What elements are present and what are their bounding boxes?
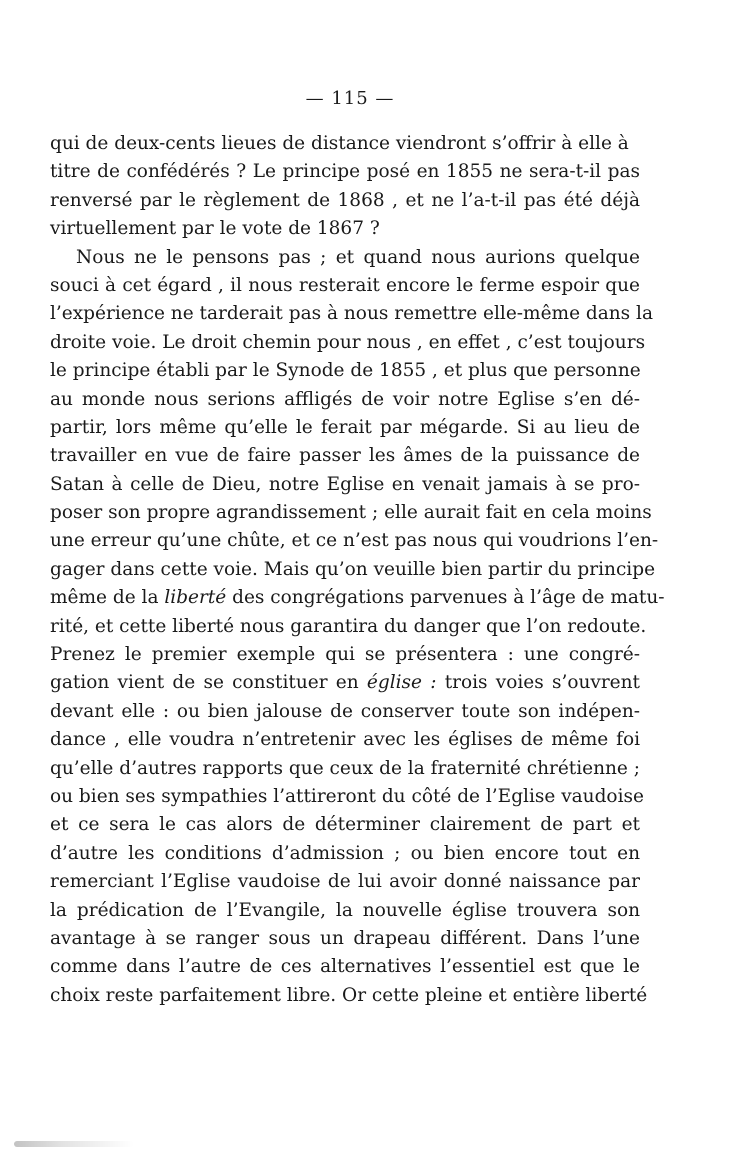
body-text	[50, 130, 665, 1010]
text-segment: gation vient de se constituer en	[50, 672, 367, 694]
text-line: gager dans cette voie. Mais qu’on veuille bien partir du principe	[50, 558, 656, 580]
italic-word: liberté	[164, 587, 227, 609]
text-line: choix reste parfaitement libre. Or cette pleine et entière liberté	[50, 984, 648, 1006]
text-line	[50, 584, 665, 612]
page-number: — 115 —	[305, 88, 395, 109]
text-line: partir, lors même qu’elle le ferait par mégarde. Si au lieu de	[50, 416, 640, 438]
text-line: devant elle : ou bien jalouse de conserver toute son indépen-	[50, 700, 640, 722]
text-line: virtuellement par le vote de 1867 ?	[50, 218, 380, 240]
text-line: titre de confédérés ? Le principe posé en 1855 ne sera-t-il pas	[50, 161, 640, 183]
text-line: Satan à celle de Dieu, notre Eglise en venait jamais à se pro-	[50, 473, 640, 495]
text-line: et ce sera le cas alors de déterminer clairement de part et	[50, 814, 640, 836]
italic-word: église :	[366, 672, 437, 694]
text-line: d’autre les conditions d’admission ; ou bien encore tout en	[50, 842, 640, 864]
text-line	[50, 669, 640, 697]
scan-smudge	[14, 1141, 134, 1147]
text-line: Nous ne le pensons pas ; et quand nous aurions quelque	[76, 246, 640, 268]
text-line: avantage à se ranger sous un drapeau différent. Dans l’une	[50, 927, 640, 949]
text-line: poser son propre agrandissement ; elle aurait fait en cela moins	[50, 502, 652, 524]
text-line: remerciant l’Eglise vaudoise de lui avoir donné naissance par	[50, 871, 640, 893]
text-segment: trois voies s’ouvrent	[436, 672, 640, 694]
text-line: qui de deux-cents lieues de distance viendront s’offrir à elle à	[50, 133, 629, 154]
text-line: le principe établi par le Synode de 1855 , et plus que personne	[50, 360, 641, 382]
text-line: renversé par le règlement de 1868 , et ne l’a-t-il pas été déjà	[50, 189, 640, 211]
text-line: ou bien ses sympathies l’attireront du côté de l’Eglise vaudoise	[50, 785, 644, 807]
text-line: travailler en vue de faire passer les âmes de la puissance de	[50, 445, 640, 467]
text-segment: même de la	[50, 587, 165, 609]
text-line: Prenez le premier exemple qui se présentera : une congré-	[50, 644, 640, 666]
text-line: dance , elle voudra n’entretenir avec les églises de même foi	[50, 729, 640, 751]
text-line: qu’elle d’autres rapports que ceux de la fraternité chrétienne ;	[50, 757, 640, 779]
text-line: au monde nous serions affligés de voir notre Eglise s’en dé-	[50, 388, 640, 410]
text-line: l’expérience ne tarderait pas à nous remettre elle-même dans la	[50, 303, 654, 325]
text-line: une erreur qu’une chûte, et ce n’est pas nous qui voudrions l’en-	[50, 530, 659, 552]
text-segment: des congrégations parvenues à l’âge de matu-	[226, 587, 665, 609]
text-line: droite voie. Le droit chemin pour nous , en effet , c’est toujours	[50, 331, 646, 353]
text-line: la prédication de l’Evangile, la nouvelle église trouvera son	[50, 899, 640, 921]
text-line: souci à cet égard , il nous resterait encore le ferme espoir que	[50, 274, 640, 296]
text-line: comme dans l’autre de ces alternatives l’essentiel est que le	[50, 956, 640, 978]
text-line: rité, et cette liberté nous garantira du danger que l’on redoute.	[50, 615, 647, 637]
